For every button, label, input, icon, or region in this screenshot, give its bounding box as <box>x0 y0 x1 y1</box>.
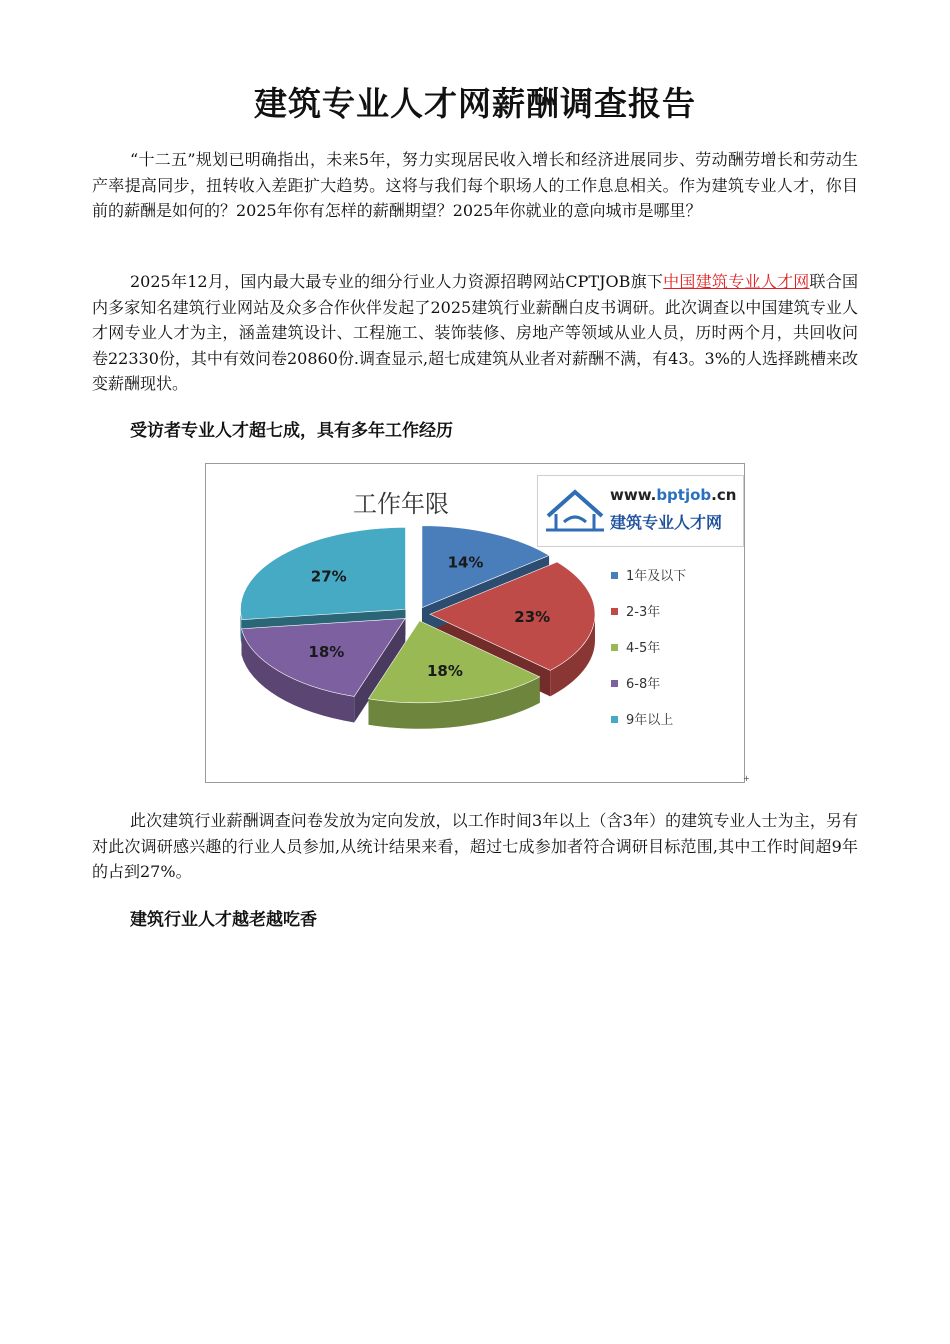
page-title: 建筑专业人才网薪酬调查报告 <box>254 84 696 123</box>
legend-label: 2-3年 <box>626 605 661 620</box>
logo-url-accent: bptjob <box>656 486 712 504</box>
chart-legend <box>611 568 686 728</box>
pie-slice-label: 27% <box>310 567 347 586</box>
logo-url-prefix: www. <box>610 486 657 504</box>
legend-label: 4-5年 <box>626 641 661 656</box>
legend-label: 6-8年 <box>626 677 661 692</box>
survey-paragraph <box>92 269 858 397</box>
legend-label: 9年以上 <box>626 713 674 728</box>
pie-slice-label: 14% <box>447 553 484 572</box>
site-link[interactable]: 中国建筑专业人才网 <box>663 272 810 291</box>
survey-paragraph-text-end: 联合国内多家知名建筑行业网站及众多合作伙伴发起了2025建筑行业薪酬白皮书调研。此次调查以中国建筑专业人才网专业人才为主，涵盖建筑设计、工程施工、装饰装修、房地产等领域从业人员，历时两个月，共回收问卷22330份，其中有效问卷20860份.调查显示,超七成建筑从业者对薪酬不满，有43。3%的人选择跳槽来改变薪酬现状。 <box>92 272 858 393</box>
logo-url-suffix: .cn <box>711 486 737 504</box>
pie-slice-label: 18% <box>308 642 345 661</box>
results-paragraph: 此次建筑行业薪酬调查问卷发放为定向发放，以工作时间3年以上（含3年）的建筑专业人士为主，另有对此次调研感兴趣的行业人员参加,从统计结果来看，超过七成参加者符合调研目标范围,其中工作时间超9年的占到27%。 <box>92 811 858 881</box>
logo-site-name: 建筑专业人才网 <box>610 513 723 532</box>
logo-url <box>610 486 736 504</box>
legend-swatch <box>611 608 618 615</box>
pie-slice-label: 23% <box>514 607 551 626</box>
pie-slice-label: 18% <box>426 662 463 681</box>
legend-swatch <box>611 716 618 723</box>
legend-swatch <box>611 572 618 579</box>
house-logo-icon <box>544 486 606 534</box>
legend-label: 1年及以下 <box>626 569 687 584</box>
section-heading-seniority: 建筑行业人才越老越吃香 <box>130 910 317 930</box>
legend-swatch <box>611 644 618 651</box>
survey-paragraph-text-start: 2025年12月，国内最大最专业的细分行业人力资源招聘网站CPTJOB旗下 <box>130 272 664 291</box>
site-logo <box>537 475 744 547</box>
pie-slices <box>240 526 594 729</box>
chart-title: 工作年限 <box>353 490 449 518</box>
image-corner-mark: + <box>743 774 750 783</box>
section-heading-experience: 受访者专业人才超七成，具有多年工作经历 <box>130 421 453 441</box>
intro-paragraph: “十二五”规划已明确指出，未来5年，努力实现居民收入增长和经济进展同步、劳动酬劳增长和劳动生产率提高同步，扭转收入差距扩大趋势。这将与我们每个职场人的工作息息相关。作为建筑专业人才，你目前的薪酬是如何的？2025年你有怎样的薪酬期望？2025年你就业的意向城市是哪里？ <box>92 150 858 220</box>
legend-swatch <box>611 680 618 687</box>
